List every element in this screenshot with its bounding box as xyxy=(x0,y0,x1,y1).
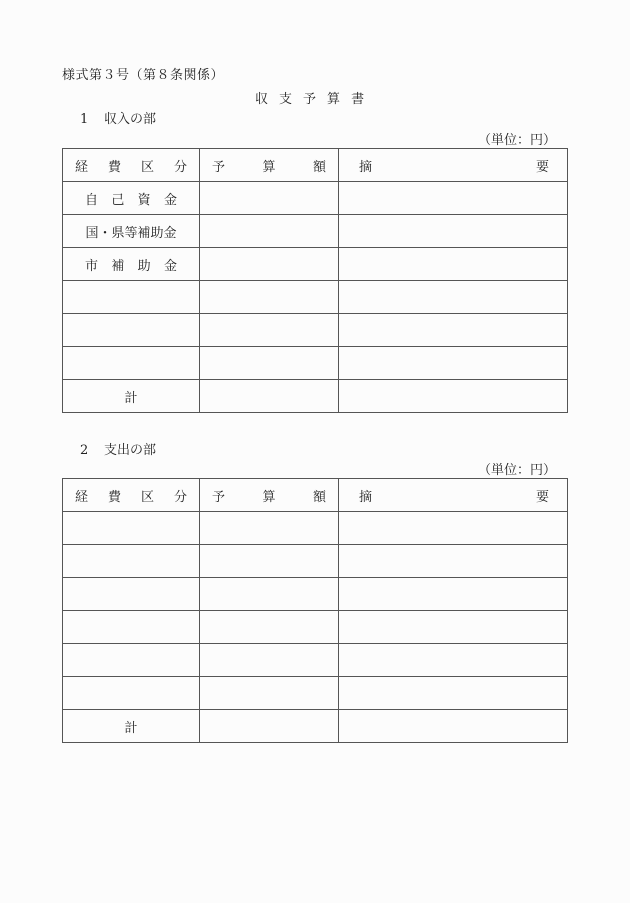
category-cell: 市 補 助 金 xyxy=(63,248,200,281)
remarks-cell[interactable] xyxy=(339,248,568,281)
income-table xyxy=(62,148,568,413)
title-char: 書 xyxy=(351,92,376,107)
table-row xyxy=(63,347,568,380)
remarks-cell[interactable] xyxy=(339,512,568,545)
header-remarks: 摘 要 xyxy=(339,149,568,182)
category-cell[interactable] xyxy=(63,578,200,611)
total-label: 計 xyxy=(63,710,200,743)
amount-cell[interactable] xyxy=(200,644,339,677)
total-amount-cell[interactable] xyxy=(200,380,339,413)
remarks-cell[interactable] xyxy=(339,578,568,611)
amount-cell[interactable] xyxy=(200,314,339,347)
header-amount: 予 算 額 xyxy=(200,149,339,182)
table-row xyxy=(63,545,568,578)
table-row xyxy=(63,644,568,677)
income-section-heading xyxy=(80,108,156,127)
category-cell[interactable] xyxy=(63,314,200,347)
header-remarks: 摘 要 xyxy=(339,479,568,512)
header-category: 経 費 区 分 xyxy=(63,149,200,182)
category-cell: 自 己 資 金 xyxy=(63,182,200,215)
table-row xyxy=(63,578,568,611)
remarks-cell[interactable] xyxy=(339,644,568,677)
table-header-row xyxy=(63,479,568,512)
total-row xyxy=(63,710,568,743)
category-cell[interactable] xyxy=(63,281,200,314)
category-cell[interactable] xyxy=(63,611,200,644)
expense-section-heading xyxy=(80,439,156,458)
table-row xyxy=(63,314,568,347)
amount-cell[interactable] xyxy=(200,611,339,644)
remarks-cell[interactable] xyxy=(339,347,568,380)
total-amount-cell[interactable] xyxy=(200,710,339,743)
title-char: 予 xyxy=(303,92,328,107)
remarks-cell[interactable] xyxy=(339,677,568,710)
section-number: 2 xyxy=(80,443,89,458)
amount-cell[interactable] xyxy=(200,677,339,710)
amount-cell[interactable] xyxy=(200,281,339,314)
category-cell[interactable] xyxy=(63,545,200,578)
income-unit-label: （単位：円） xyxy=(478,133,557,148)
title-char: 算 xyxy=(327,92,352,107)
header-category: 経 費 区 分 xyxy=(63,479,200,512)
total-remarks-cell[interactable] xyxy=(339,710,568,743)
total-row xyxy=(63,380,568,413)
remarks-cell[interactable] xyxy=(339,314,568,347)
table-header-row xyxy=(63,149,568,182)
table-row xyxy=(63,248,568,281)
header-amount: 予 算 額 xyxy=(200,479,339,512)
remarks-cell[interactable] xyxy=(339,182,568,215)
amount-cell[interactable] xyxy=(200,248,339,281)
section-title: 支出の部 xyxy=(104,443,157,458)
remarks-cell[interactable] xyxy=(339,611,568,644)
section-number: 1 xyxy=(80,112,89,127)
title-char: 支 xyxy=(279,92,304,107)
category-cell[interactable] xyxy=(63,347,200,380)
total-label: 計 xyxy=(63,380,200,413)
remarks-cell[interactable] xyxy=(339,215,568,248)
amount-cell[interactable] xyxy=(200,347,339,380)
amount-cell[interactable] xyxy=(200,578,339,611)
table-row xyxy=(63,677,568,710)
category-cell[interactable] xyxy=(63,644,200,677)
amount-cell[interactable] xyxy=(200,182,339,215)
category-cell[interactable] xyxy=(63,512,200,545)
table-row xyxy=(63,281,568,314)
expense-table xyxy=(62,478,568,743)
category-cell[interactable] xyxy=(63,677,200,710)
section-title: 収入の部 xyxy=(104,112,157,127)
table-row xyxy=(63,215,568,248)
table-row xyxy=(63,611,568,644)
amount-cell[interactable] xyxy=(200,215,339,248)
remarks-cell[interactable] xyxy=(339,281,568,314)
expense-unit-label: （単位：円） xyxy=(478,463,557,478)
title-char: 収 xyxy=(255,92,280,107)
amount-cell[interactable] xyxy=(200,545,339,578)
remarks-cell[interactable] xyxy=(339,545,568,578)
document-title xyxy=(255,88,375,107)
amount-cell[interactable] xyxy=(200,512,339,545)
total-remarks-cell[interactable] xyxy=(339,380,568,413)
form-number: 様式第３号（第８条関係） xyxy=(62,68,225,83)
table-row xyxy=(63,512,568,545)
category-cell: 国・県等補助金 xyxy=(63,215,200,248)
table-row xyxy=(63,182,568,215)
